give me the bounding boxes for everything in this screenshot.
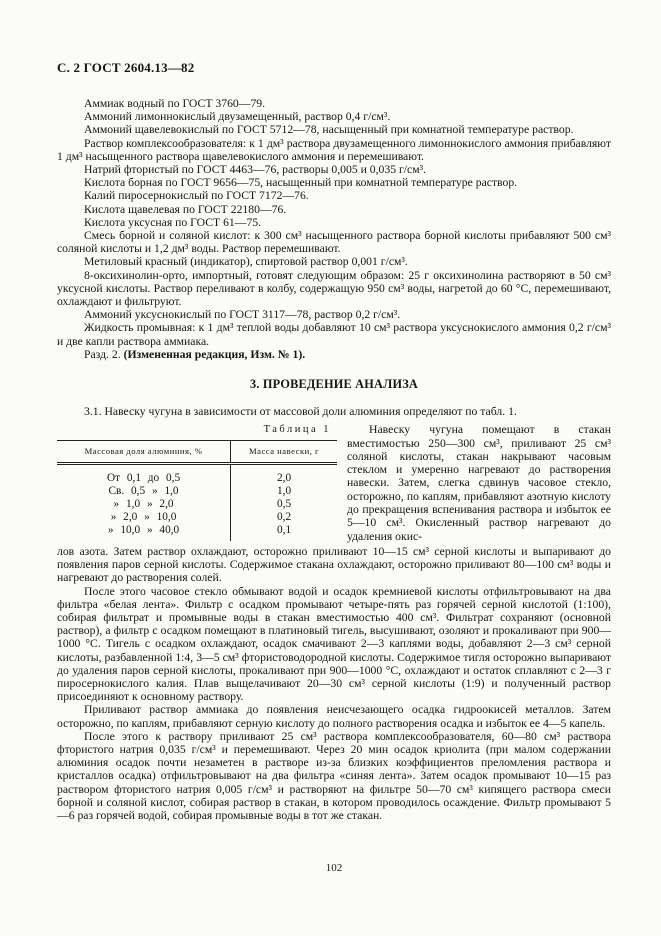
table-cell-range: » 10,0 » 40,0 bbox=[57, 524, 231, 541]
table-cell-mass: 1,0 bbox=[276, 485, 292, 498]
reagents-section bbox=[57, 97, 611, 361]
procedure-paragraph: лов азота. Затем раствор охлаждают, осторожно приливают 10—15 см³ серной кислоты и выпаривают до появления паров серной кислоты. Содержимое стакана охлаждают, осторожно приливают 80—100 см³ воды и нагревают до растворения солей. bbox=[57, 544, 611, 585]
table-row bbox=[57, 485, 337, 498]
reagent-paragraph: Кислота щавелевая по ГОСТ 22180—76. bbox=[84, 202, 287, 216]
table-cell-mass: 2,0 bbox=[276, 472, 292, 485]
procedure-paragraph: Приливают раствор аммиака до появления неисчезающего осадка гидроокисей металлов. Затем осторожно, по каплям, прибавляют серную кислоту до полного растворения осадка и избыток ее 4—5 капель. bbox=[57, 703, 611, 730]
procedure-paragraph: После этого к раствору приливают 25 см³ раствора комплексообразователя, 60—80 см³ раствора фтористого натрия 0,035 г/см³ и перемешивают. Через 20 мин осадок криолита (при малом содержании алюминия осадок почти незаметен в растворе из-за близких коэффициентов преломления раствора и кристаллов осадка) отфильтровывают на два фильтра «синяя лента». Затем осадок промывают 10—15 раз раствором фтористого натрия 0,005 г/см³ и растворяют на фильтре 50—70 см³ кипящего раствора смеси борной и соляной кислот, собирая раствор в стакан, в котором проводилось осаждение. Фильтр промывают 5—6 раз горячей водой, собирая промывные воды в тот же стакан. bbox=[57, 729, 611, 822]
table-cell-range: » 2,0 » 10,0 bbox=[57, 511, 231, 524]
reagent-paragraph: Смесь борной и соляной кислот: к 300 см³ насыщенного раствора борной кислоты прибавляют 500 см³ соляной кислоты и 1,2 дм³ воды. Раствор перемешивают. bbox=[57, 229, 611, 256]
para-3-1: 3.1. Навеску чугуна в зависимости от массовой доли алюминия определяют по табл. 1. bbox=[84, 405, 517, 419]
reagent-paragraph: Аммоний щавелевокислый по ГОСТ 5712—78, насыщенный при комнатной температуре раствор. bbox=[84, 123, 574, 137]
table-block bbox=[57, 423, 337, 543]
table-cell-range: » 1,0 » 2,0 bbox=[57, 498, 231, 511]
table-cell-range: Св. 0,5 » 1,0 bbox=[57, 485, 231, 498]
reagent-paragraph: Раствор комплексообразователя: к 1 дм³ раствора двузамещенного лимоннокислого аммония прибавляют 1 дм³ насыщенного раствора щавелевокислого аммония и перемешивают. bbox=[57, 136, 611, 163]
table-cell-mass: 0,5 bbox=[276, 498, 292, 511]
reagent-paragraph: Аммиак водный по ГОСТ 3760—79. bbox=[84, 97, 266, 110]
reagent-paragraph: Натрий фтористый по ГОСТ 4463—76, растворы 0,005 и 0,035 г/см³. bbox=[84, 163, 427, 177]
side-text-column bbox=[347, 423, 611, 543]
reagent-paragraph: 8-оксихинолин-орто, импортный, готовят следующим образом: 25 г оксихинолина растворяют в 50 см³ уксусной кислоты. Раствор переливают в колбу, содержащую 950 см³ воды, нагретой до 60 °С, перемешивают, охлаждают и фильтруют. bbox=[57, 268, 611, 309]
amendment-note bbox=[57, 348, 611, 361]
reagent-paragraph: Кислота борная по ГОСТ 9656—75, насыщенный при комнатной температуре раствор. bbox=[84, 176, 518, 190]
reagent-paragraph: Аммоний лимоннокислый двузамещенный, раствор 0,4 г/см³. bbox=[84, 110, 391, 124]
reagent-paragraph: Аммоний уксуснокислый по ГОСТ 3117—78, раствор 0,2 г/см³. bbox=[84, 308, 401, 322]
reagent-paragraph: Калий пиросернокислый по ГОСТ 7172—76. bbox=[84, 189, 309, 203]
table-row bbox=[57, 464, 337, 486]
procedure-paragraph: После этого часовое стекло обмывают водой и осадок кремниевой кислоты отфильтровывают на два фильтра «белая лента». Фильтр с осадком промывают четыре-пять раз горячей серной кислотой (1:100), собирая фильтрат и промывные воды в стакан вместимостью 400 см³. Фильтрат сохраняют (основной раствор), а фильтр с осадком помещают в платиновый тигель, высушивают, озоляют и прокаливают при 900—1000 °С. Тигель с осадком охлаждают, осадок смачивают 2—3 каплями воды, добавляют 2—3 см³ серной кислоты, разбавленной 1:4, 3—5 см³ фтористоводородной кислоты. Содержимое тигля осторожно выпаривают до удаления паров серной кислоты, прокаливают при 900—1000 °С, охлаждают и остаток сплавляют с 2—3 г пиросернокислого калия. Плав выщелачивают 20—30 см³ серной кислоты (1:9) и полученный раствор присоединяют к основному раствору. bbox=[57, 584, 611, 704]
table-and-text-region bbox=[57, 423, 611, 543]
table-row bbox=[57, 524, 337, 541]
table-cell-mass: 0,2 bbox=[276, 511, 292, 524]
table-row bbox=[57, 511, 337, 524]
table-1 bbox=[57, 440, 337, 541]
reagent-paragraph: Кислота уксусная по ГОСТ 61—75. bbox=[84, 215, 262, 229]
amendment-bold-text: (Измененная редакция, Изм. № 1). bbox=[123, 347, 306, 361]
table-cell-mass: 0,1 bbox=[276, 524, 292, 537]
amendment-prefix: Разд. 2. bbox=[84, 347, 124, 361]
reagent-paragraph: Метиловый красный (индикатор), спиртовой раствор 0,001 г/см³. bbox=[84, 255, 408, 269]
table-col-header-aluminium: Массовая доля алюминия, % bbox=[57, 441, 231, 464]
page-number: 102 bbox=[325, 862, 343, 875]
table-header bbox=[57, 441, 337, 464]
section-heading: 3. ПРОВЕДЕНИЕ АНАЛИЗА bbox=[250, 377, 418, 392]
table-cell-range: От 0,1 до 0,5 bbox=[57, 464, 231, 486]
table-col-header-mass: Масса навески, г bbox=[231, 441, 337, 464]
side-paragraph: Навеску чугуна помещают в стакан вместимостью 250—300 см³, приливают 25 см³ соляной кислоты, стакан накрывают часовым стеклом и умеренно нагревают до растворения навески. Затем, слегка сдвинув часовое стекло, осторожно, по каплям, прибавляют азотную кислоту до прекращения вспенивания раствора и избыток ее 5—10 см³. Окисленный раствор нагревают до удаления окис- bbox=[347, 423, 611, 543]
reagent-paragraph: Жидкость промывная: к 1 дм³ теплой воды добавляют 10 см³ раствора уксуснокислого аммония 0,2 г/см³ и две капли раствора аммиака. bbox=[57, 321, 611, 348]
page-header: С. 2 ГОСТ 2604.13—82 bbox=[57, 60, 195, 75]
table-row bbox=[57, 498, 337, 511]
table-caption: Таблица 1 bbox=[263, 424, 331, 436]
